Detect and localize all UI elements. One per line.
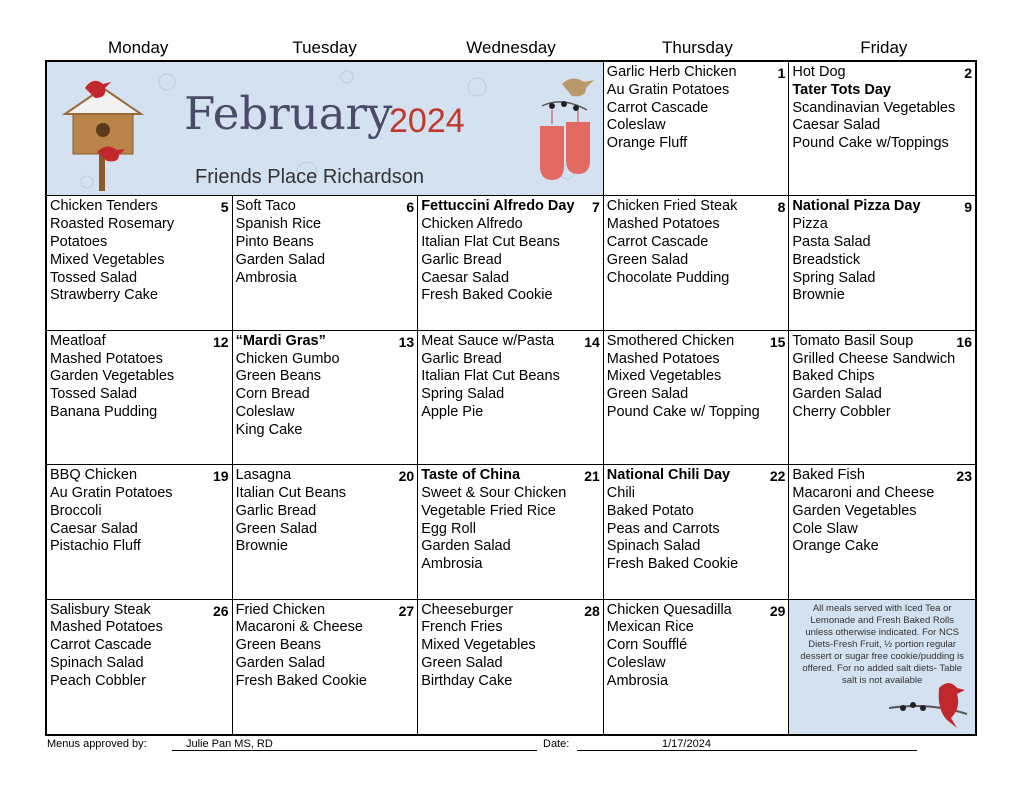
day-cell-29 [604,600,790,734]
menu-item: Chicken Tenders [50,198,158,215]
day-cell-22 [604,465,790,599]
weekday-thursday: Thursday [661,38,733,57]
menu-item: Pasta Salad [792,233,871,250]
menu-item: Ambrosia [606,672,669,689]
menu-item: Italian Flat Cut Beans [421,233,560,250]
menu-item: Pinto Beans [235,233,314,250]
day-cell-9 [789,196,975,330]
day-number: 6 [406,199,415,216]
menu-item: Macaroni & Cheese [235,619,363,636]
menu-item: Corn Soufflé [606,637,688,654]
menu-item: Peach Cobbler [50,672,146,689]
menu-item: Spinach Salad [606,538,701,555]
menu-item: Carrot Cascade [50,637,152,654]
menu-item: Salisbury Steak [50,601,151,618]
menu-item: Grilled Cheese Sandwich [792,350,956,367]
menu-item: Coleslaw [606,654,666,671]
menu-item: Breadstick [792,251,861,268]
menu-item: Spring Salad [792,269,876,286]
day-cell-26 [47,600,233,734]
menu-item: Orange Fluff [606,135,688,152]
menu-theme-title: National Pizza Day [792,198,921,215]
day-cell-6 [233,196,419,330]
menu-item: Chicken Fried Steak [606,198,738,215]
day-cell-2 [789,62,975,196]
menu-item: Garlic Herb Chicken [606,64,737,80]
menu-item: Garlic Bread [235,502,317,519]
menu-item: Potatoes [50,233,108,250]
menu-item: Meat Sauce w/Pasta [421,332,555,349]
menu-item: Baked Fish [792,467,865,484]
weekday-friday: Friday [860,38,908,57]
cardinal-on-branch-icon [889,678,969,728]
approver-name: Julie Pan MS, RD [172,738,537,751]
day-number: 19 [213,468,229,485]
day-cell-15 [604,331,790,465]
menu-item: Pound Cake w/ Topping [606,403,760,420]
menu-item: Mashed Potatoes [50,350,163,367]
weekday-tuesday: Tuesday [292,38,357,57]
day-number: 8 [777,199,786,216]
menu-item: Fresh Baked Cookie [606,556,739,573]
menu-item: Spring Salad [421,386,505,403]
day-number: 9 [964,199,972,216]
menu-item: Green Salad [606,386,689,403]
menu-item: Macaroni and Cheese [792,484,935,501]
approval-footer [47,738,927,752]
menu-item: Scandinavian Vegetables [792,99,956,116]
day-cell-28 [418,600,604,734]
menu-item: Egg Roll [421,520,476,537]
menu-item: Vegetable Fried Rice [421,502,556,519]
menu-item: Green Salad [606,251,689,268]
menu-item: Garden Vegetables [792,502,917,519]
day-number: 21 [584,468,600,485]
menu-item: Garden Salad [235,251,326,268]
menu-item: Baked Potato [606,502,694,519]
day-cell-8 [604,196,790,330]
menu-item: Pistachio Fluff [50,538,141,555]
menu-item: Garlic Bread [421,350,502,367]
menu-item: Smothered Chicken [606,332,735,349]
menu-theme-title: “Mardi Gras” [235,332,326,349]
menu-item: Spanish Rice [235,216,322,233]
menu-item: Mixed Vegetables [606,368,722,385]
menu-item: Spinach Salad [50,654,144,671]
day-number: 2 [964,65,972,81]
menu-item: BBQ Chicken [50,467,138,484]
menu-item: Mashed Potatoes [50,619,163,636]
menu-item: Tossed Salad [50,386,138,403]
menu-item: Chicken Alfredo [421,216,523,233]
day-number: 12 [213,333,229,350]
menu-theme-title: Taste of China [421,467,521,484]
menu-item: Cherry Cobbler [792,403,891,420]
menu-item: Sweet & Sour Chicken [421,484,567,501]
menu-theme-title: Tater Tots Day [792,81,891,98]
banner-month-title: February [184,87,393,140]
day-number: 29 [769,602,786,619]
menu-item: Meatloaf [50,332,106,349]
birdhouse-cardinal-icon [55,66,155,196]
menu-item: Italian Flat Cut Beans [421,368,560,385]
menu-item: Hot Dog [792,64,846,80]
menu-item: Garden Salad [421,538,511,555]
day-cell-19 [47,465,233,599]
day-cell-23 [789,465,975,599]
menu-item: Brownie [792,287,845,304]
menu-item: Broccoli [50,502,102,519]
menu-item: Italian Cut Beans [235,484,347,501]
menu-item: French Fries [421,619,503,636]
weekday-header-row [45,38,977,60]
menu-item: Caesar Salad [792,117,881,134]
menu-item: Mexican Rice [606,619,694,636]
menu-item: Chicken Gumbo [235,350,340,367]
day-cell-20 [233,465,419,599]
menu-item: Green Salad [421,654,503,671]
menu-item: Strawberry Cake [50,287,158,304]
menu-item: Chili [606,484,635,501]
day-number: 28 [584,602,600,619]
month-banner [47,62,604,196]
menu-item: Cheeseburger [421,601,514,618]
day-cell-21 [418,465,604,599]
date-label: Date: [543,738,570,750]
menu-item: Pound Cake w/Toppings [792,135,949,152]
day-cell-16 [789,331,975,465]
menu-item: Au Gratin Potatoes [606,81,730,98]
menu-item: Green Salad [235,520,318,537]
day-cell-14 [418,331,604,465]
menu-item: Soft Taco [235,198,296,215]
menu-item: Carrot Cascade [606,233,709,250]
weekday-monday: Monday [107,38,169,57]
menu-item: Mashed Potatoes [606,350,720,367]
menu-item: Caesar Salad [50,520,138,537]
day-number: 16 [956,333,972,350]
day-cell-7 [418,196,604,330]
menu-item: Roasted Rosemary [50,216,175,233]
menu-item: Orange Cake [792,538,879,555]
menu-item: Green Beans [235,637,322,654]
menu-theme-title: Fettuccini Alfredo Day [421,198,575,215]
menu-item: King Cake [235,421,303,438]
menu-item: Green Beans [235,368,322,385]
menu-item: Birthday Cake [421,672,513,689]
day-number: 14 [584,333,600,350]
day-number: 13 [398,333,415,350]
day-number: 23 [956,468,972,485]
menu-item: Garden Vegetables [50,368,175,385]
day-number: 5 [220,199,229,216]
menu-item: Lasagna [235,467,292,484]
menu-item: Tomato Basil Soup [792,332,914,349]
day-number: 15 [769,333,786,350]
menu-item: Garden Salad [235,654,326,671]
menu-calendar-grid [45,60,977,736]
menu-item: Garden Salad [792,386,882,403]
day-cell-13 [233,331,419,465]
menu-item: Tossed Salad [50,269,138,286]
menu-item: Caesar Salad [421,269,510,286]
day-number: 20 [398,468,415,485]
day-cell-12 [47,331,233,465]
menu-theme-title: National Chili Day [606,467,731,484]
menu-item: Pizza [792,216,828,233]
menu-item: Fresh Baked Cookie [235,672,367,689]
day-cell-5 [47,196,233,330]
approval-date: 1/17/2024 [577,738,917,751]
menu-item: Ambrosia [421,556,483,573]
mittens-bird-icon [522,66,602,196]
menu-item: Mashed Potatoes [606,216,720,233]
menu-item: Chocolate Pudding [606,269,730,286]
menu-item: Coleslaw [606,117,666,134]
day-cell-27 [233,600,419,734]
menu-item: Ambrosia [235,269,297,286]
menu-item: Corn Bread [235,386,310,403]
meal-note-text: All meals served with Iced Tea or Lemonade and Fresh Baked Rolls unless otherwise indicated. For NCS Diets-Fresh Fruit, ½ portion regular dessert or sugar free cookie/pudding is offered. For no added salt diets- Table salt is not available [800,602,965,686]
banner-year: 2024 [389,102,465,140]
menu-item: Mixed Vegetables [50,251,165,268]
menu-item: Fresh Baked Cookie [421,287,553,304]
banner-location-name: Friends Place Richardson [195,166,424,188]
menu-item: Mixed Vegetables [421,637,536,654]
menu-item: Chicken Quesadilla [606,601,732,618]
menu-item: Cole Slaw [792,520,858,537]
menu-item: Apple Pie [421,403,484,420]
day-number: 7 [592,199,600,216]
menu-item: Peas and Carrots [606,520,720,537]
menu-item: Fried Chicken [235,601,326,618]
menu-item: Baked Chips [792,368,875,385]
menu-item: Carrot Cascade [606,99,709,116]
menu-item: Au Gratin Potatoes [50,484,173,501]
day-number: 27 [398,602,415,619]
meal-note-cell [789,600,975,734]
weekday-wednesday: Wednesday [466,38,556,57]
approved-by-label: Menus approved by: [47,738,147,750]
day-number: 26 [213,602,229,619]
menu-item: Banana Pudding [50,403,158,420]
menu-item: Brownie [235,538,288,555]
day-cell-1 [604,62,790,196]
day-number: 1 [777,65,786,81]
menu-item: Garlic Bread [421,251,502,268]
menu-item: Coleslaw [235,403,295,420]
day-number: 22 [769,468,786,485]
